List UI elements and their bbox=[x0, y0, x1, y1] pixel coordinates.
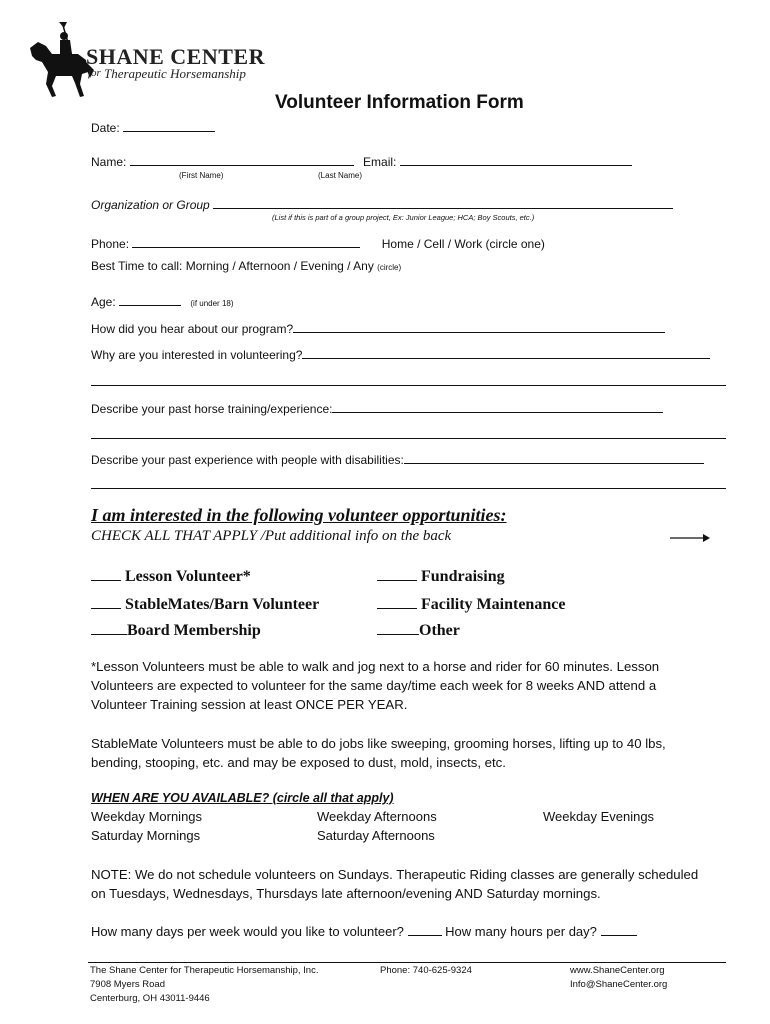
phone-label: Phone: bbox=[91, 237, 130, 251]
interest-heading: I am interested in the following volunteer opportunities: bbox=[91, 505, 507, 525]
hours-label: How many hours per day? bbox=[445, 924, 597, 939]
name-field[interactable] bbox=[130, 154, 354, 166]
option-facility-maintenance[interactable] bbox=[377, 595, 565, 614]
option-other[interactable] bbox=[377, 621, 460, 640]
footer-phone: Phone: 740-625-9324 bbox=[380, 965, 472, 976]
logo-name: SHANE CENTER bbox=[86, 44, 265, 69]
hear-label: How did you hear about our program? bbox=[91, 322, 294, 336]
stablemate-note-line: bending, stooping, etc. and may be exposed to dust, mold, insects, etc. bbox=[91, 755, 506, 770]
age-label: Age: bbox=[91, 295, 116, 309]
best-time-label: Best Time to call: Morning / Afternoon / Evening / Any bbox=[91, 259, 374, 273]
days-field[interactable] bbox=[408, 923, 442, 936]
option-lesson-volunteer[interactable] bbox=[91, 567, 251, 586]
avail-saturday-afternoons[interactable]: Saturday Afternoons bbox=[317, 828, 435, 843]
option-fundraising[interactable] bbox=[377, 567, 505, 586]
footer-address-2: Centerburg, OH 43011-9446 bbox=[90, 993, 210, 1004]
availability-heading: WHEN ARE YOU AVAILABLE? (circle all that apply) bbox=[91, 791, 394, 805]
logo-for: for bbox=[88, 67, 101, 79]
horse-row bbox=[91, 401, 663, 416]
phone-type: Home / Cell / Work (circle one) bbox=[381, 237, 545, 251]
date-field[interactable] bbox=[123, 120, 215, 132]
option-board-membership[interactable] bbox=[91, 621, 261, 640]
org-field[interactable] bbox=[213, 197, 673, 209]
date-label: Date: bbox=[91, 121, 120, 135]
schedule-note-line: on Tuesdays, Wednesdays, Thursdays late afternoon/evening AND Saturday mornings. bbox=[91, 886, 601, 901]
why-extra-line[interactable] bbox=[91, 385, 726, 386]
option-other-label: Other bbox=[419, 622, 460, 639]
org-row bbox=[91, 197, 673, 212]
logo bbox=[26, 20, 265, 100]
option-fundraising-label: Fundraising bbox=[421, 568, 505, 585]
lesson-note bbox=[91, 657, 721, 714]
first-name-hint: (First Name) bbox=[179, 171, 224, 180]
stablemate-note bbox=[91, 734, 721, 772]
disab-row bbox=[91, 452, 704, 467]
why-label: Why are you interested in volunteering? bbox=[91, 348, 303, 362]
phone-row bbox=[91, 236, 545, 251]
schedule-note bbox=[91, 865, 721, 903]
org-label: Organization or Group bbox=[91, 198, 210, 212]
footer-email[interactable]: Info@ShaneCenter.org bbox=[570, 979, 668, 990]
lesson-note-line: Volunteer Training session at least ONCE PER YEAR. bbox=[91, 697, 408, 712]
hear-row bbox=[91, 321, 665, 336]
horse-label: Describe your past horse training/experience: bbox=[91, 402, 333, 416]
check-all-instruction: CHECK ALL THAT APPLY /Put additional info on the back bbox=[91, 528, 452, 544]
why-row bbox=[91, 347, 710, 362]
lesson-note-line: *Lesson Volunteers must be able to walk and jog next to a horse and rider for 60 minutes. Lesson bbox=[91, 659, 660, 674]
disab-field[interactable] bbox=[404, 452, 704, 464]
why-field[interactable] bbox=[302, 347, 710, 359]
best-time-row bbox=[91, 259, 401, 273]
horse-extra-line[interactable] bbox=[91, 438, 726, 439]
footer-org: The Shane Center for Therapeutic Horsemanship, Inc. bbox=[90, 965, 319, 976]
option-stablemates[interactable] bbox=[91, 595, 319, 614]
footer-divider bbox=[88, 962, 726, 963]
days-hours-row bbox=[91, 923, 637, 939]
stablemate-note-line: StableMate Volunteers must be able to do jobs like sweeping, grooming horses, lifting up to 40 lbs, bbox=[91, 736, 666, 751]
name-label: Name: bbox=[91, 155, 127, 169]
logo-subtitle: Therapeutic Horsemanship bbox=[104, 66, 246, 81]
org-hint: (List if this is part of a group project, Ex: Junior League; HCA; Boy Scouts, etc.) bbox=[272, 213, 535, 222]
disab-extra-line[interactable] bbox=[91, 488, 726, 489]
age-field[interactable] bbox=[119, 294, 181, 306]
arrow-right-icon bbox=[670, 533, 710, 543]
hear-field[interactable] bbox=[293, 321, 665, 333]
last-name-hint: (Last Name) bbox=[318, 171, 363, 180]
best-time-hint: (circle) bbox=[377, 263, 402, 272]
name-row bbox=[91, 154, 632, 169]
footer-website[interactable]: www.ShaneCenter.org bbox=[570, 965, 665, 976]
option-board-label: Board Membership bbox=[127, 622, 261, 639]
hours-field[interactable] bbox=[601, 923, 637, 936]
option-stablemates-label: StableMates/Barn Volunteer bbox=[125, 596, 320, 613]
avail-saturday-mornings[interactable]: Saturday Mornings bbox=[91, 828, 201, 843]
lesson-note-line: Volunteers are expected to volunteer for the same day/time each week for 8 weeks AND attend a bbox=[91, 678, 657, 693]
avail-weekday-mornings[interactable]: Weekday Mornings bbox=[91, 809, 203, 824]
email-field[interactable] bbox=[400, 154, 632, 166]
avail-weekday-afternoons[interactable]: Weekday Afternoons bbox=[317, 809, 437, 824]
option-lesson-label: Lesson Volunteer* bbox=[125, 568, 251, 585]
phone-field[interactable] bbox=[132, 236, 360, 248]
days-label: How many days per week would you like to volunteer? bbox=[91, 924, 404, 939]
age-hint: (if under 18) bbox=[190, 299, 234, 308]
horse-field[interactable] bbox=[332, 401, 663, 413]
disab-label: Describe your past experience with people with disabilities: bbox=[91, 453, 404, 467]
date-row bbox=[91, 120, 215, 135]
age-row bbox=[91, 294, 234, 309]
avail-weekday-evenings[interactable]: Weekday Evenings bbox=[543, 809, 655, 824]
page-title: Volunteer Information Form bbox=[275, 92, 524, 113]
option-facility-label: Facility Maintenance bbox=[421, 596, 566, 613]
schedule-note-line: NOTE: We do not schedule volunteers on Sundays. Therapeutic Riding classes are generally scheduled bbox=[91, 867, 699, 882]
footer-address-1: 7908 Myers Road bbox=[90, 979, 165, 990]
email-label: Email: bbox=[363, 155, 397, 169]
